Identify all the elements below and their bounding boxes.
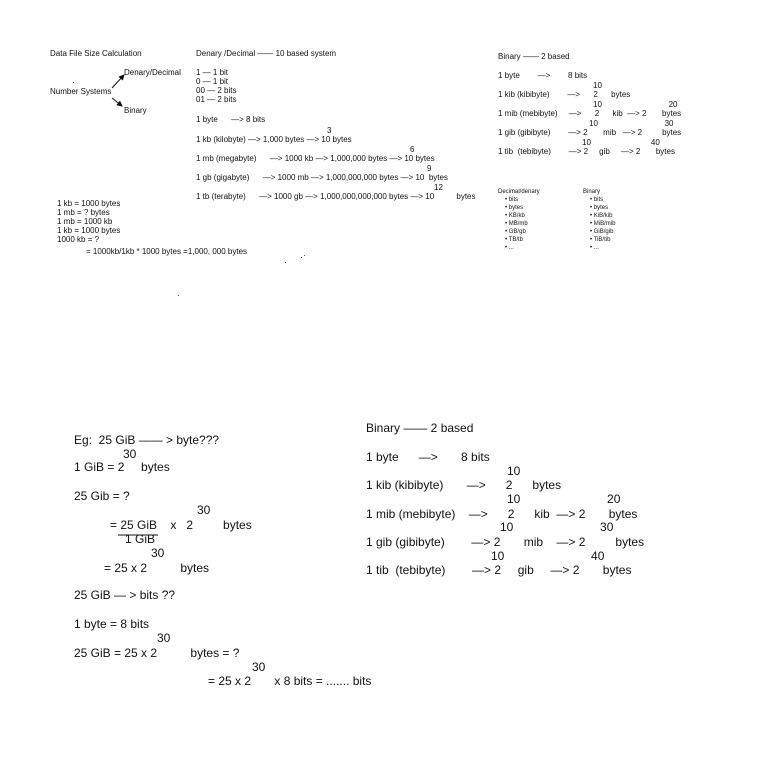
number-systems-label: Number Systems (50, 87, 112, 96)
denary-decimal-label: Denary/Decimal (124, 68, 181, 77)
dec-row-byte: 1 byte —> 8 bits (196, 115, 266, 124)
bin2-row-gib-exp: 10 30 (500, 520, 614, 534)
question-1: 25 Gib = ? (74, 489, 130, 503)
list-item: • GiB/gib (590, 229, 614, 235)
arrow-to-binary (112, 98, 122, 106)
list-item: • TiB/tib (590, 237, 611, 243)
fraction-numerator: = 25 GiB x 2 bytes (110, 518, 252, 532)
exp-30: 30 (151, 546, 165, 560)
exp-30: 30 (157, 631, 171, 645)
bit-line: 1 — 1 bit (196, 68, 229, 77)
result-2: 25 GiB = 25 x 2 bytes = ? (74, 646, 240, 660)
bin2-row-tib: 1 tib (tebibyte) —> 2 gib —> 2 bytes (366, 563, 632, 577)
list-binary (590, 197, 615, 251)
stray-dot (301, 257, 302, 258)
bin-row-gib: 1 gib (gibibyte) —> 2 mib —> 2 bytes (498, 128, 682, 137)
fraction-denominator: 1 GiB (125, 532, 156, 546)
dec-row-tb-exp: 12 (434, 183, 443, 192)
bin-row-kib: 1 kib (kibibyte) —> 2 bytes (498, 90, 631, 99)
dec-row-mb-exp: 6 (410, 145, 415, 154)
list-item: • MB/mb (505, 221, 528, 227)
dec-row-kb: 1 kb (kilobyte) —> 1,000 bytes —> 10 bytes (196, 135, 352, 144)
bit-line: 0 — 1 bit (196, 77, 229, 86)
stray-dot (178, 295, 179, 296)
list-decimal (505, 197, 528, 251)
list-item: • GB/gb (505, 229, 526, 235)
kb-line: 1 kb = 1000 bytes (57, 226, 121, 235)
exp-30: 30 (252, 660, 266, 674)
bin-row-gib-exp: 10 30 (589, 119, 674, 128)
list-binary-title: Binary (583, 189, 601, 195)
example-heading: Eg: 25 GiB —— > byte??? (74, 433, 220, 447)
exp-30: 30 (123, 447, 137, 461)
list-item: • KB/kb (505, 213, 525, 219)
kb-line: 1 mb = 1000 kb (57, 217, 113, 226)
dec-row-tb: 1 tb (terabyte) —> 1000 gb —> 1,000,000,000,000 bytes —> 10 bytes (196, 192, 476, 201)
list-item: • KiB/kib (590, 213, 613, 219)
kb-result: = 1000kb/1kb * 1000 bytes =1,000, 000 bytes (86, 247, 248, 256)
list-item: • TB/tb (505, 237, 523, 243)
gib-equation: 1 GiB = 2 bytes (74, 460, 170, 474)
binary-header-bottom: Binary —— 2 based (366, 421, 474, 435)
bit-line: 01 — 2 bits (196, 95, 237, 104)
binary-label: Binary (124, 106, 147, 115)
denary-header: Denary /Decimal —— 10 based system (196, 49, 337, 58)
bin-row-mib: 1 mib (mebibyte) —> 2 kib —> 2 bytes (498, 109, 682, 118)
result-1: = 25 x 2 bytes (104, 561, 210, 575)
dec-row-gb: 1 gb (gigabyte) —> 1000 mb —> 1,000,000,000 bytes —> 10 bytes (196, 173, 448, 182)
stray-dot (73, 82, 74, 83)
kb-line: 1000 kb = ? (57, 235, 100, 244)
bin2-row-gib: 1 gib (gibibyte) —> 2 mib —> 2 bytes (366, 535, 645, 549)
bin-row-tib: 1 tib (tebibyte) —> 2 gib —> 2 bytes (498, 147, 675, 156)
binary-header-top: Binary —— 2 based (498, 52, 570, 61)
dec-row-kb-exp: 3 (327, 126, 332, 135)
bin-row-byte: 1 byte —> 8 bits (498, 71, 588, 80)
list-item: • bits (505, 197, 519, 203)
result-3: = 25 x 2 x 8 bits = ....... bits (208, 674, 372, 688)
list-item: • ... (590, 245, 599, 251)
bin2-row-byte: 1 byte —> 8 bits (366, 450, 490, 464)
dec-row-gb-exp: 9 (427, 164, 432, 173)
question-2: 25 GiB — > bits ?? (74, 588, 176, 602)
stray-dot (304, 255, 305, 256)
dec-row-mb: 1 mb (megabyte) —> 1000 kb —> 1,000,000 bytes —> 10 bytes (196, 154, 435, 163)
list-item: • bytes (590, 205, 609, 211)
bin2-row-tib-exp: 10 40 (491, 549, 605, 563)
kb-line: 1 mb = ? bytes (57, 208, 110, 217)
kb-lines (57, 200, 120, 244)
bin-row-tib-exp: 10 40 (582, 138, 660, 147)
exp-30: 30 (197, 503, 211, 517)
bin2-row-mib-exp: 10 20 (507, 492, 621, 506)
bin2-row-kib-exp: 10 (507, 464, 521, 478)
list-decimal-title: Decimal/denary (498, 189, 540, 195)
bin-row-kib-exp: 10 (593, 81, 602, 90)
list-item: • bytes (505, 205, 524, 211)
stray-dot (285, 262, 286, 263)
bit-lines (196, 69, 236, 104)
bit-line: 00 — 2 bits (196, 86, 237, 95)
bin2-row-kib: 1 kib (kibibyte) —> 2 bytes (366, 478, 562, 492)
kb-line: 1 kb = 1000 bytes (57, 199, 121, 208)
list-item: • MiB/mib (590, 221, 616, 227)
page-title: Data File Size Calculation (50, 49, 142, 58)
list-item: • bits (590, 197, 604, 203)
byte-bits: 1 byte = 8 bits (74, 617, 150, 631)
arrow-to-denary (112, 75, 124, 88)
bin2-row-mib: 1 mib (mebibyte) —> 2 kib —> 2 bytes (366, 507, 638, 521)
bin-row-mib-exp: 10 20 (593, 100, 678, 109)
list-item: • ... (505, 245, 514, 251)
